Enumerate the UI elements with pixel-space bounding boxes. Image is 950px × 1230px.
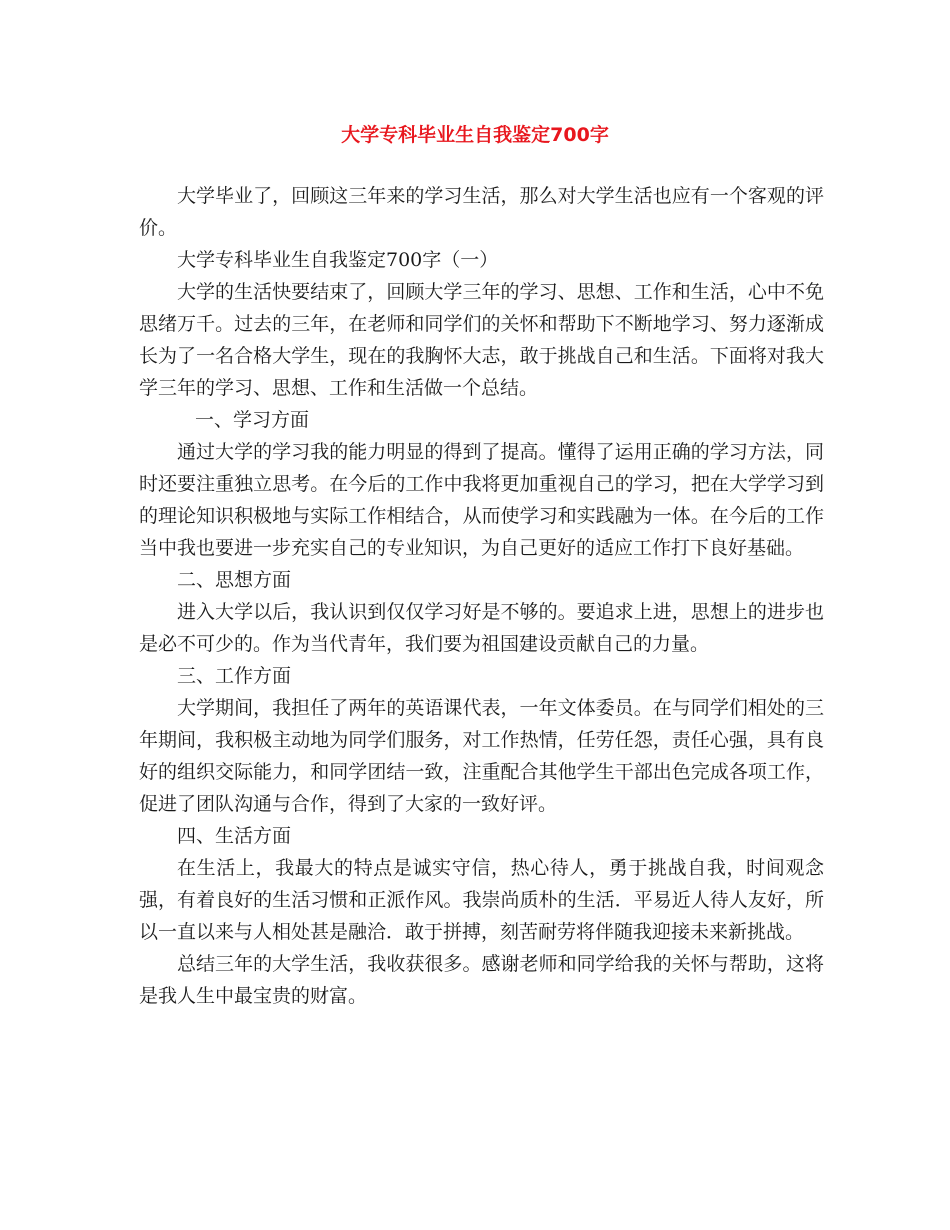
heading-life: 四、生活方面 <box>177 825 292 847</box>
document-title: 大学专科毕业生自我鉴定700字 <box>341 124 609 146</box>
thought-paragraph: 进入大学以后，我认识到仅仅学习好是不够的。要追求上进，思想上的进步也是必不可少的。作为当代青年，我们要为祖国建设贡献自己的力量。 <box>139 601 824 655</box>
life-paragraph: 在生活上，我最大的特点是诚实守信，热心待人，勇于挑战自我，时间观念强，有着良好的生活习惯和正派作风。我崇尚质朴的生活．平易近人待人友好，所以一直以来与人相处甚是融洽．敢于拼搏，刻苦耐劳将伴随我迎接未来新挑战。 <box>139 857 824 943</box>
section-subtitle: 大学专科毕业生自我鉴定700字（一） <box>177 249 499 271</box>
study-paragraph: 通过大学的学习我的能力明显的得到了提高。懂得了运用正确的学习方法，同时还要注重独立思考。在今后的工作中我将更加重视自己的学习，把在大学学习到的理论知识积极地与实际工作相结合，从而使学习和实践融为一体。在今后的工作当中我也要进一步充实自己的专业知识，为自己更好的适应工作打下良好基础。 <box>139 441 824 559</box>
work-paragraph: 大学期间，我担任了两年的英语课代表，一年文体委员。在与同学们相处的三年期间，我积极主动地为同学们服务，对工作热情，任劳任怨，责任心强，具有良好的组织交际能力，和同学团结一致，注重配合其他学生干部出色完成各项工作，促进了团队沟通与合作，得到了大家的一致好评。 <box>139 697 824 815</box>
heading-work: 三、工作方面 <box>177 665 292 687</box>
document-body <box>139 180 824 1012</box>
summary-paragraph: 总结三年的大学生活，我收获很多。感谢老师和同学给我的关怀与帮助，这将是我人生中最宝贵的财富。 <box>139 953 824 1007</box>
heading-study: 一、学习方面 <box>195 409 310 431</box>
intro-paragraph: 大学毕业了，回顾这三年来的学习生活，那么对大学生活也应有一个客观的评价。 <box>139 185 824 239</box>
opening-paragraph: 大学的生活快要结束了，回顾大学三年的学习、思想、工作和生活，心中不免思绪万千。过去的三年，在老师和同学们的关怀和帮助下不断地学习、努力逐渐成长为了一名合格大学生，现在的我胸怀大志，敢于挑战自己和生活。下面将对我大学三年的学习、思想、工作和生活做一个总结。 <box>139 281 824 399</box>
heading-thought: 二、思想方面 <box>177 569 292 591</box>
